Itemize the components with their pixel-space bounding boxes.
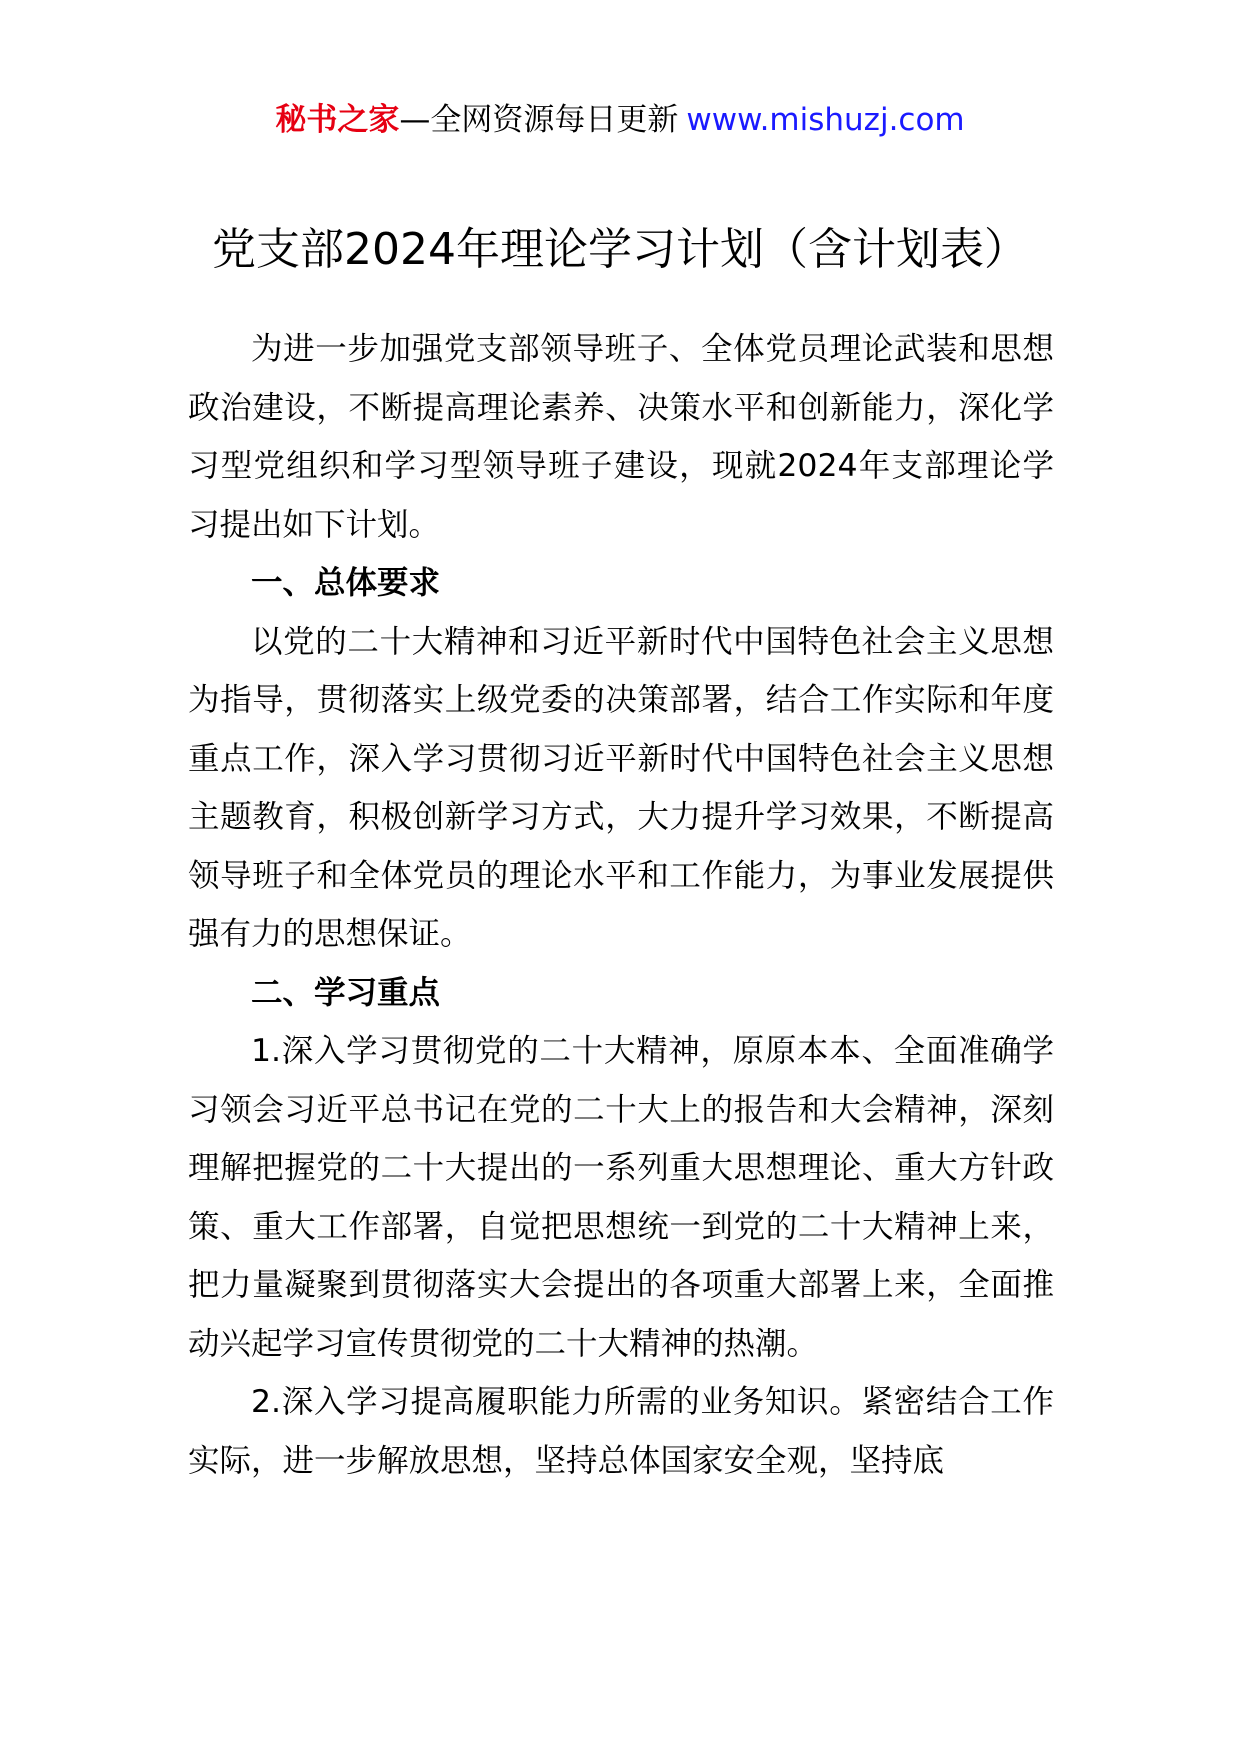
section-heading-general-requirements: 一、总体要求	[251, 565, 441, 601]
study-focus-item-2: 2.深入学习提高履职能力所需的业务知识。紧密结合工作实际，进一步解放思想，坚持总体国家安全观，坚持底	[188, 1384, 1054, 1479]
section-heading-study-focus: 二、学习重点	[251, 974, 441, 1011]
general-requirements-paragraph: 以党的二十大精神和习近平新时代中国特色社会主义思想为指导，贯彻落实上级党委的决策部署，结合工作实际和年度重点工作，深入学习贯彻习近平新时代中国特色社会主义思想主题教育，积极创新学习方式，大力提升学习效果，不断提高领导班子和全体党员的理论水平和工作能力，为事业发展提供强有力的思想保证。	[188, 623, 1054, 952]
brand-name: 秘书之家	[275, 102, 400, 138]
study-focus-item-1: 1.深入学习贯彻党的二十大精神，原原本本、全面准确学习领会习近平总书记在党的二十大上的报告和大会精神，深刻理解把握党的二十大提出的一系列重大思想理论、重大方针政策、重大工作部署，自觉把思想统一到党的二十大精神上来，把力量凝聚到贯彻落实大会提出的各项重大部署上来，全面推动兴起学习宣传贯彻党的二十大精神的热潮。	[188, 1033, 1054, 1362]
header-tagline: —全网资源每日更新	[399, 102, 679, 138]
intro-paragraph: 为进一步加强党支部领导班子、全体党员理论武装和思想政治建设，不断提高理论素养、决策水平和创新能力，深化学习型党组织和学习型领导班子建设，现就2024年支部理论学习提出如下计划。	[188, 331, 1054, 543]
site-url-link[interactable]: www.mishuzj.com	[686, 102, 965, 138]
site-header	[0, 100, 1240, 140]
document-body	[188, 320, 1054, 1490]
document-title: 党支部2024年理论学习计划（含计划表）	[212, 224, 1028, 275]
